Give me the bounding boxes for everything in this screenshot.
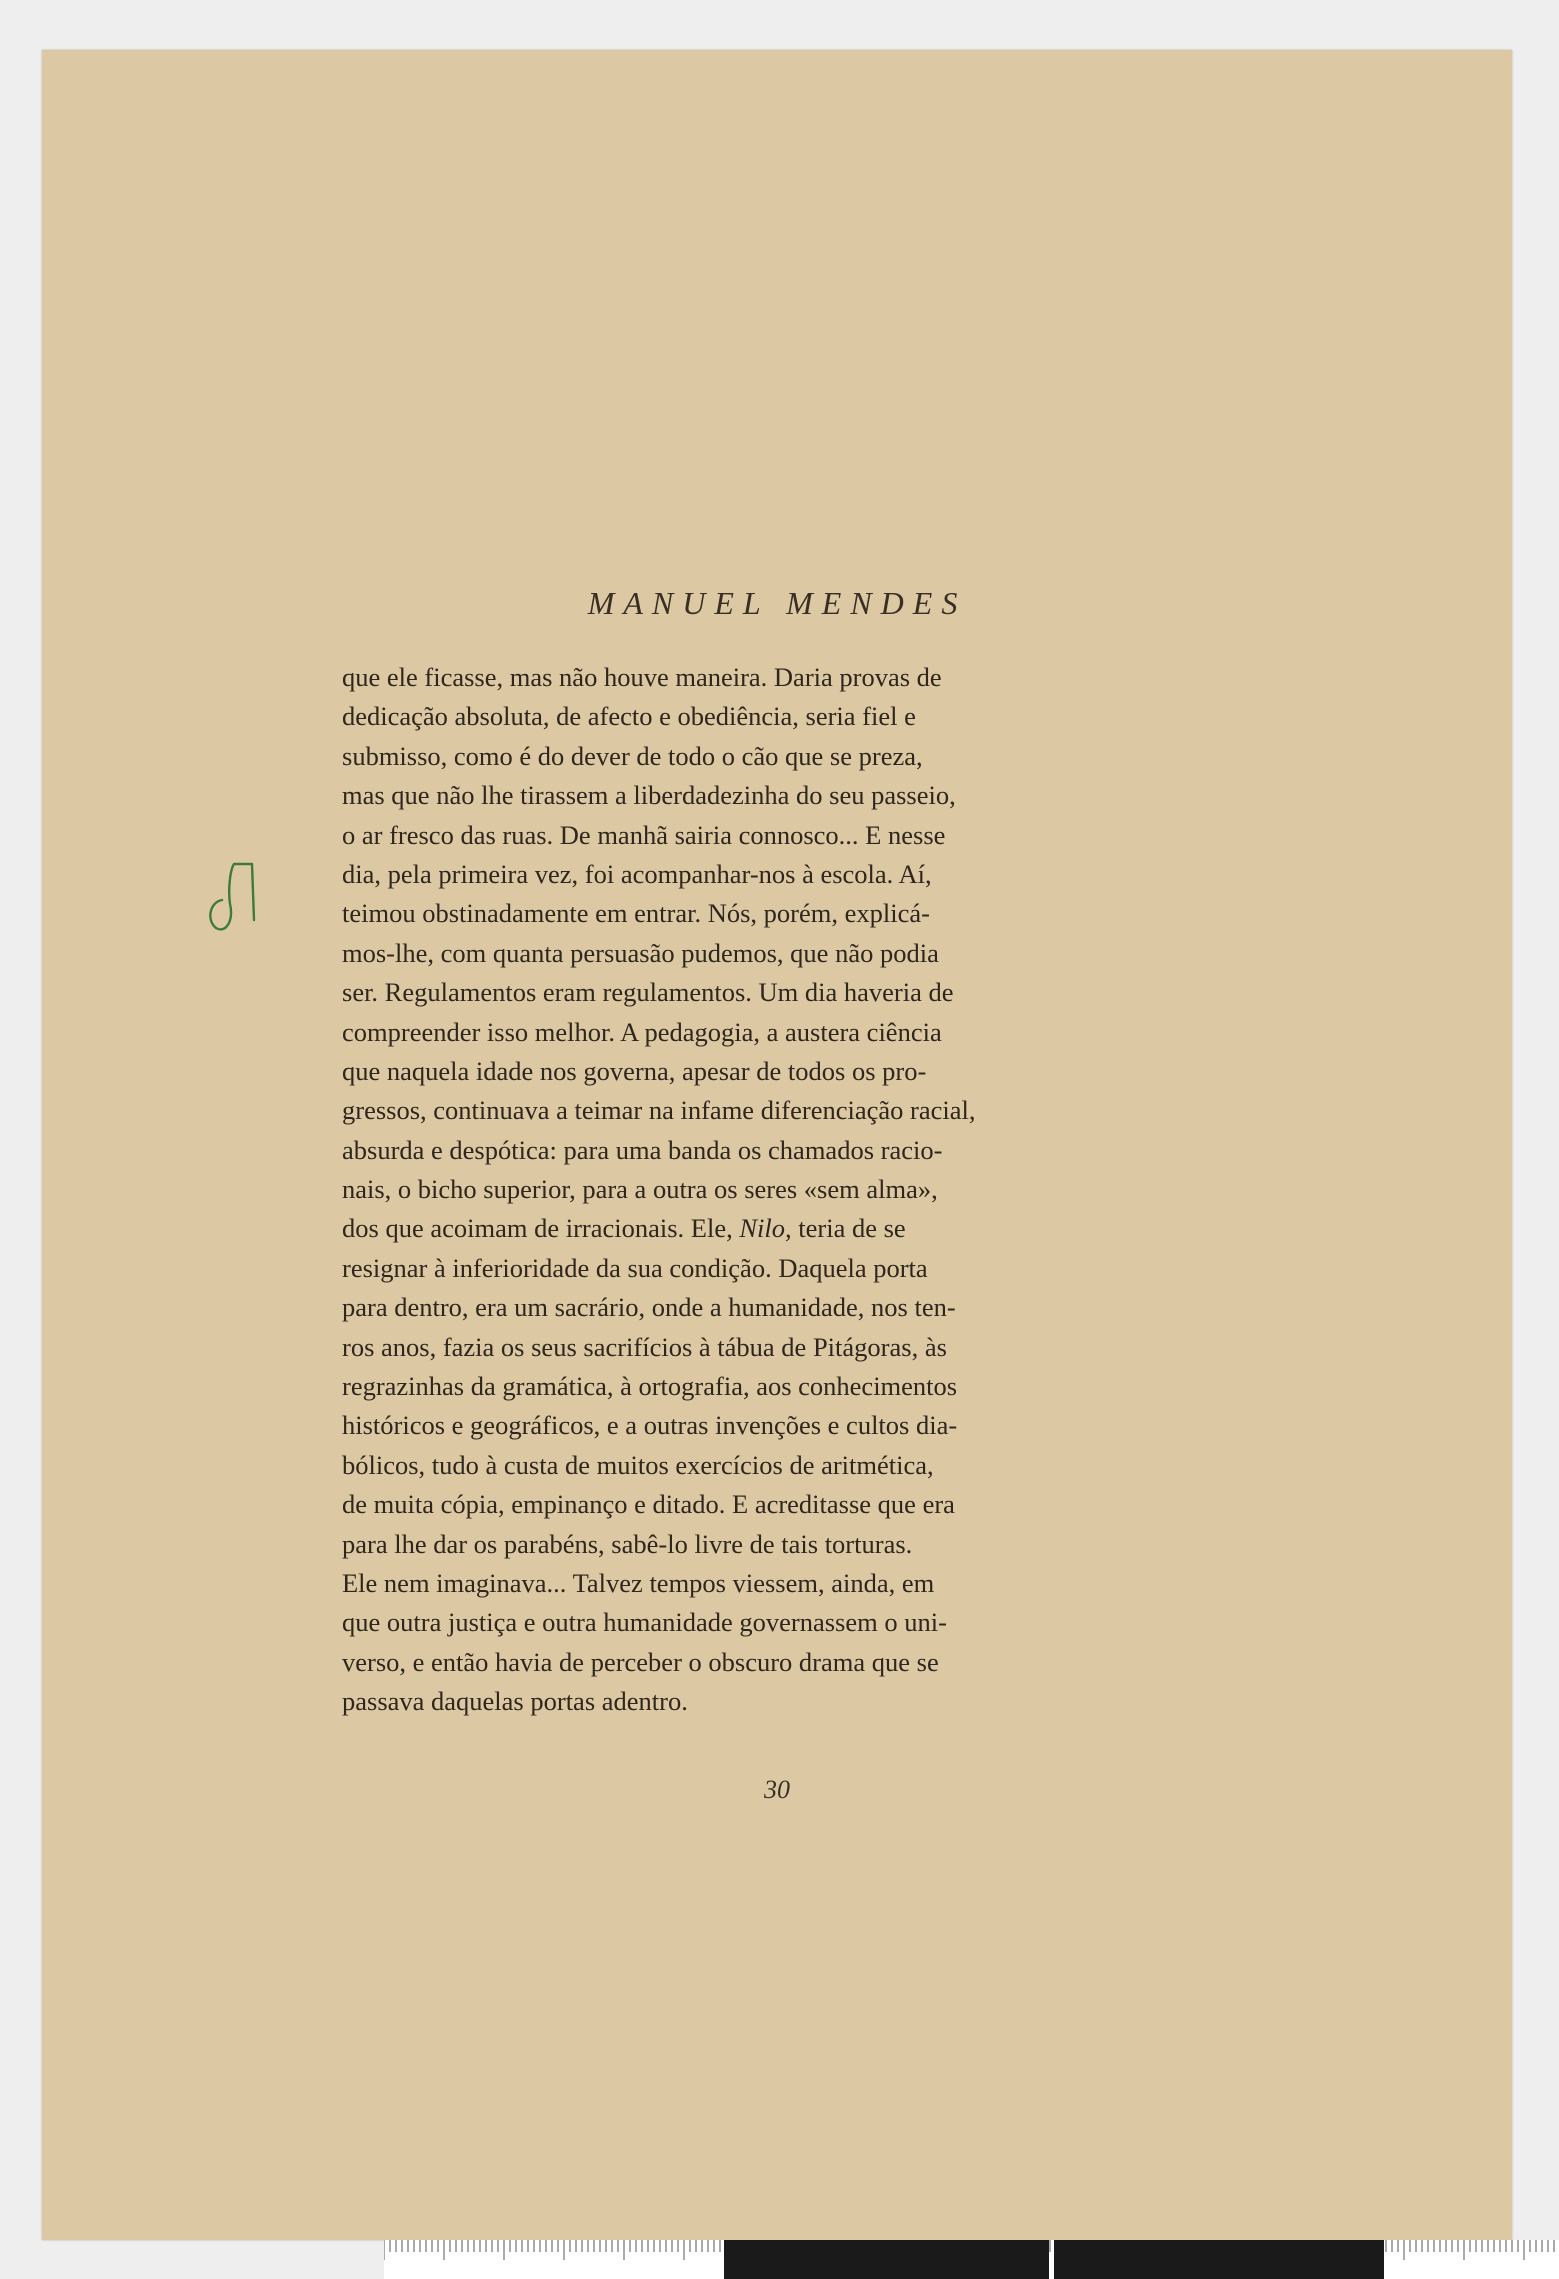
text-line: regrazinhas da gramática, à ortografia, aos conhecimentos [342,1371,958,1402]
running-head: MANUEL MENDES [587,585,967,621]
text-line: compreender isso melhor. A pedagogia, a austera ciência [342,1016,942,1047]
text-line: Ele nem imaginava... Talvez tempos viessem, ainda, em [342,1567,935,1598]
text-line: resignar à inferioridade da sua condição. Daquela porta [342,1252,928,1283]
text-line: nais, o bicho superior, para a outra os seres «sem alma», [342,1174,938,1205]
text-line [342,1209,1116,1248]
text-line: mas que não lhe tirassem a liberdadezinha do seu passeio, [342,780,956,811]
text-line: absurda e despótica: para uma banda os chamados racio- [342,1134,943,1165]
text-line: que naquela idade nos governa, apesar de todos os pro- [342,1055,927,1086]
text-line: o ar fresco das ruas. De manhã sairia connosco... E nesse [342,819,946,850]
text-line: passava daquelas portas adentro. [342,1686,688,1717]
text-line: verso, e então havia de perceber o obscuro drama que se [342,1646,939,1677]
body-text [342,658,1116,1788]
text-line: ros anos, fazia os seus sacrifícios à tábua de Pitágoras, às [342,1331,947,1362]
text-line: para lhe dar os parabéns, sabê-lo livre de tais torturas. [342,1528,913,1559]
handwritten-margin-mark-icon [200,850,260,940]
text-line: dia, pela primeira vez, foi acompanhar-nos à escola. Aí, [342,858,932,889]
text-line: históricos e geográficos, e a outras invenções e cultos dia- [342,1410,958,1441]
page-number: 30 [764,1775,790,1804]
text-line-end: teria de se [798,1213,906,1244]
text-line: mos-lhe, com quanta persuasão pudemos, que não podia [342,937,939,968]
text-line: que outra justiça e outra humanidade governassem o uni- [342,1607,947,1638]
text-line-start: dos que acoimam de irracionais. Ele, [342,1213,733,1244]
dog-name-italic: Nilo, [739,1213,792,1244]
document-page [42,50,1512,2240]
ruler-black-segment [724,2240,1049,2279]
text-line: para dentro, era um sacrário, onde a humanidade, nos ten- [342,1292,956,1323]
text-line: dedicação absoluta, de afecto e obediência, seria fiel e [342,701,916,732]
text-line: gressos, continuava a teimar na infame diferenciação racial, [342,1095,976,1126]
text-line: teimou obstinadamente em entrar. Nós, porém, explicá- [342,898,930,929]
text-line: submisso, como é do dever de todo o cão que se preza, [342,740,923,771]
ruler-black-segment [1054,2240,1384,2279]
text-line: ser. Regulamentos eram regulamentos. Um dia haveria de [342,977,954,1008]
text-line: de muita cópia, empinanço e ditado. E acreditasse que era [342,1489,955,1520]
text-line: bólicos, tudo à custa de muitos exercícios de aritmética, [342,1449,934,1480]
text-line: que ele ficasse, mas não houve maneira. Daria provas de [342,662,942,692]
scale-ruler [384,2240,1559,2279]
